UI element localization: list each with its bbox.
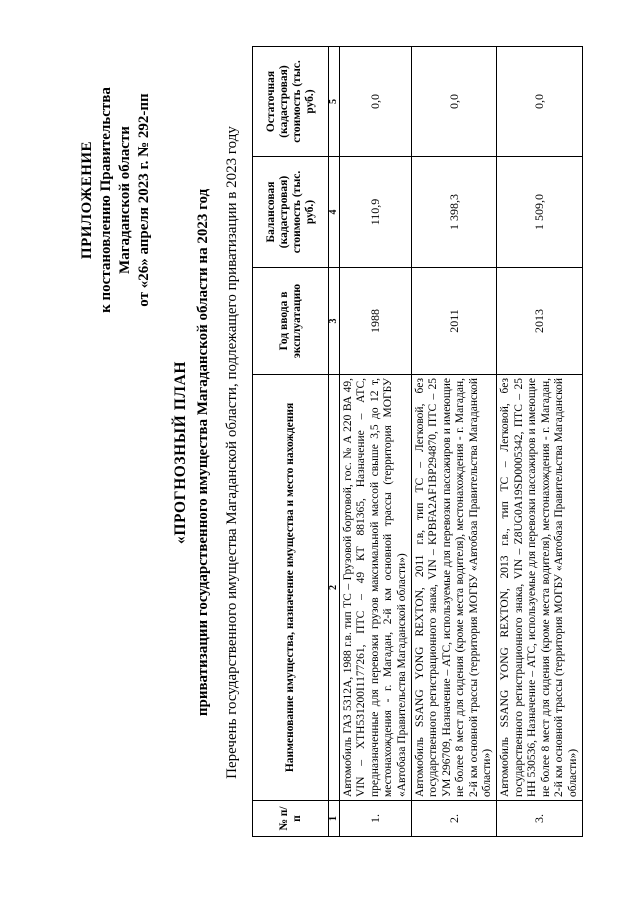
row-year: 2013 [497,268,582,375]
appendix-line-2: Магаданской области [117,126,133,274]
appendix-line-1: к постановлению Правительства [98,87,114,313]
list-title: Перечень государственного имущества Магаданской области, подлежащего приватизации в 2023 году [224,126,240,779]
header-year: Год ввода в эксплуатацию [253,268,329,375]
column-number: 3 [329,268,340,375]
header-number: № п/п [253,801,329,837]
row-year: 1988 [340,268,412,375]
plan-title: «ПРОГНОЗНЫЙ ПЛАН [172,360,189,545]
column-number: 2 [329,375,340,801]
row-number: 1. [340,801,412,837]
row-description: Автомобиль ГАЗ 5312А, 1988 г.в. тип ТС – Грузовой бортовой, гос. № А 220 ВА 49, VIN – XTH531200I1177261, ПТС – 49 КТ 881365, Назначение – АТС, предназначенные для перевозки грузов максимальной массой свыше 3,5 до 12 т, местонахождения - г. Магадан, 2-й км основной трассы (территория МОГБУ «Автобаза Правительства Магаданской области») [340,375,412,801]
table-row [340,47,412,837]
row-residual-value: 0,0 [340,47,412,157]
table-header-row [253,47,329,837]
column-number-row [329,47,340,837]
column-number: 4 [329,157,340,268]
row-description: Автомобиль SSANG YONG REXTON, 2013 г.в., тип ТС – Легковой, без государственного регистрационного знака, VIN – Z8UG0A19SD0005342, ПТС – 25 НН 530536, Назначение – АТС, используемые для перевозки пассажиров и имеющие не более 8 мест для сидения (кроме места водителя), местонахождения - г. Магадан, 2-й км основной трассы (территория МОГБУ «Автобаза Правительства Магаданской области») [497,375,582,801]
plan-subtitle: приватизации государственного имущества Магаданской области на 2023 год [195,188,211,717]
row-balance-value: 1 509,0 [497,157,582,268]
column-number: 1 [329,801,340,837]
appendix-block [78,40,154,360]
row-residual-value: 0,0 [497,47,582,157]
column-number: 5 [329,47,340,157]
row-balance-value: 1 398,3 [412,157,497,268]
header-balance-value: Балансовая (кадастровая) стоимость (тыс. руб.) [253,157,329,268]
header-name: Наименование имущества, назначение имущества и место нахождения [253,375,329,801]
appendix-line-3: от «26» апреля 2023 г. № 292-пп [136,93,152,307]
row-description: Автомобиль SSANG YONG REXTON, 2011 г.в, тип ТС – Легковой, без государственного регистрационного знака, VIN – KPBFA2AF1BP294870, ПТС – 25 УМ 296709, Назначение – АТС, используемые для перевозки пассажиров и имеющие не более 8 мест для сидения (кроме места водителя), местонахождения - г. Магадан, 2-й км основной трассы (территория МОГБУ «Автобаза Правительства Магаданской области») [412,375,497,801]
row-balance-value: 110,9 [340,157,412,268]
header-residual-value: Остаточная (кадастровая) стоимость (тыс. руб.) [253,47,329,157]
row-number: 2. [412,801,497,837]
table-row [412,47,497,837]
property-table [252,46,583,837]
row-residual-value: 0,0 [412,47,497,157]
row-number: 3. [497,801,582,837]
row-year: 2011 [412,268,497,375]
appendix-heading: ПРИЛОЖЕНИЕ [79,140,95,260]
table-row [497,47,582,837]
